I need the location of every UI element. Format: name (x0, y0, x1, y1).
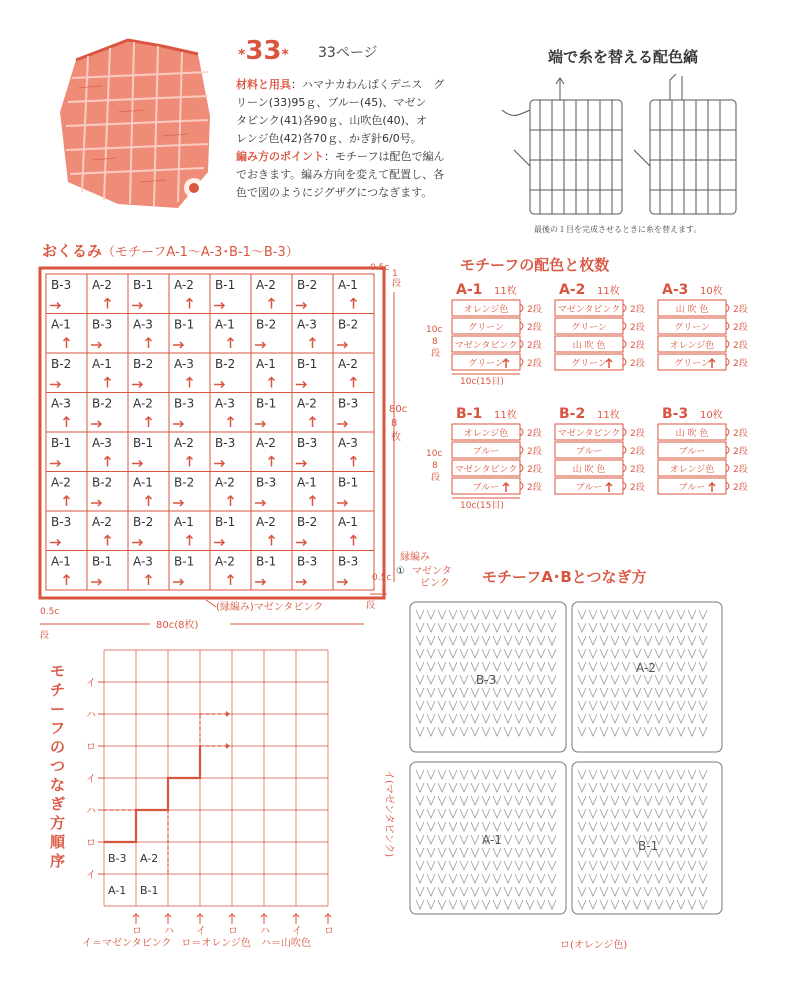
materials-label: 材料と用具 (236, 78, 291, 91)
join-edge-color-2: ピンク (420, 578, 450, 589)
motif-rows: 2段 (527, 305, 542, 315)
up-arrow-icon (187, 457, 193, 467)
right-arrow-icon (214, 303, 224, 309)
motif-color: ブルー (575, 483, 603, 493)
right-arrow-icon (337, 342, 347, 348)
order-row-label: ハ (86, 710, 96, 721)
blanket-cell-label: B-2 (133, 357, 154, 371)
height-dim: 80c (389, 404, 408, 415)
motif-color: グリーン (571, 323, 607, 333)
right-arrow-icon (337, 421, 347, 427)
blanket-cell-label: A-2 (92, 278, 112, 292)
motif-rows: 2段 (630, 465, 645, 475)
up-arrow-icon (146, 575, 152, 585)
blanket-cell-label: B-3 (174, 396, 195, 411)
motif-table-title: モチーフの配色と枚数 (460, 256, 610, 274)
right-arrow-icon (214, 461, 224, 467)
blanket-cell-label: A-3 (174, 357, 194, 371)
blanket-cell-label: B-1 (215, 515, 236, 529)
motif-count: 11枚 (597, 286, 620, 297)
right-arrow-icon (91, 342, 101, 348)
edge-right-label: 0.5c (372, 573, 392, 583)
join-left-label: イ(マゼンタピンク) (383, 770, 394, 858)
order-col-label: イ (292, 926, 302, 937)
up-arrow-icon (64, 417, 70, 427)
motif-color: 山 吹 色 (572, 465, 606, 475)
up-arrow-icon (228, 496, 234, 506)
blanket-cell-label: A-1 (215, 317, 235, 332)
blanket-cell-label: B-2 (297, 278, 318, 292)
right-arrow-icon (91, 421, 101, 427)
up-arrow-icon (351, 457, 357, 467)
points-label: 編み方のポイント (236, 150, 324, 163)
motif-color: グリーン (468, 323, 504, 333)
right-arrow-icon (91, 579, 101, 585)
motif-bottom-dim: 10c(15目) (460, 377, 504, 387)
motif-color: 山 吹 色 (675, 305, 709, 315)
motif-rows: 2段 (630, 483, 645, 493)
order-row-label: イ (86, 678, 96, 689)
blanket-cell-label: B-3 (338, 554, 359, 569)
right-arrow-icon (50, 540, 60, 546)
motif-rows: 2段 (733, 341, 748, 351)
blanket-cell-label: B-1 (297, 357, 318, 371)
edge-bottom-label: 0.5c (40, 607, 60, 617)
blanket-cell-label: A-3 (133, 554, 153, 569)
motif-color: 山 吹 色 (675, 429, 709, 439)
blanket-cell-label: A-2 (51, 475, 71, 490)
right-arrow-icon (296, 540, 306, 546)
join-motif-b1: B-1 (638, 839, 659, 853)
motif-count: 10枚 (700, 410, 723, 421)
motif-rows: 2段 (527, 359, 542, 369)
up-arrow-icon (146, 496, 152, 506)
blanket-cell-label: A-2 (215, 475, 235, 490)
up-arrow-icon (64, 338, 70, 348)
motif-rows: 2段 (630, 341, 645, 351)
order-cell-label: B-1 (140, 884, 159, 897)
right-arrow-icon (50, 461, 60, 467)
motif-color: ブルー (575, 447, 603, 457)
up-arrow-icon (310, 338, 316, 348)
up-arrow-icon (187, 536, 193, 546)
blanket-cell-label: A-3 (92, 436, 112, 450)
motif-rows: 2段 (630, 429, 645, 439)
motif-color: オレンジ色 (463, 429, 509, 439)
motif-rows: 2段 (733, 323, 748, 333)
blanket-cell-label: B-2 (256, 317, 277, 332)
blanket-cell-label: A-1 (174, 515, 194, 529)
blanket-cell-label: A-2 (338, 357, 358, 371)
materials-text: 材料と用具：ハマナカわんぱくデニス グ リーン(33)95ｇ、ブルー(45)、マゼン タピンク(41)各90ｇ、山吹色(40)、オ レンジ色(42)各70ｇ、かぎ針6/0号。 編み方のポイント：モチーフは配色で編ん でおきます。編み方向を変えて配置し、各 色で図のようにジグザグにつなぎます。 (236, 78, 445, 199)
blanket-layout (30, 262, 410, 652)
blanket-cell-label: B-2 (215, 357, 236, 371)
up-arrow-icon (64, 496, 70, 506)
blanket-cell-label: B-3 (51, 515, 72, 529)
motif-color: マゼンタピンク (557, 305, 621, 315)
order-col-label: ロ (132, 926, 142, 937)
up-arrow-icon (709, 483, 715, 492)
motif-rows: 2段 (733, 359, 748, 369)
blanket-cell-label: A-3 (297, 317, 317, 332)
blanket-cell-label: A-2 (215, 554, 235, 569)
up-arrow-icon (228, 417, 234, 427)
width-dim: 80c(8枚) (156, 620, 199, 631)
blanket-cell-label: B-3 (338, 396, 359, 411)
right-arrow-icon (132, 461, 142, 467)
edge-top-unit: 段 (392, 279, 402, 289)
blanket-cell-label: A-1 (338, 278, 358, 292)
order-row-label: ハ (86, 806, 96, 817)
join-title: モチーフA･Bとつなぎ方 (482, 568, 647, 586)
motif-name: B-3 (662, 406, 689, 422)
motif-color: マゼンタピンク (557, 429, 621, 439)
motif-rows: 2段 (527, 323, 542, 333)
blanket-cell-label: B-2 (338, 317, 359, 332)
blanket-cell-label: B-2 (92, 475, 113, 490)
right-arrow-icon (255, 342, 265, 348)
motif-rows: 2段 (630, 359, 645, 369)
motif-color: オレンジ色 (669, 341, 715, 351)
blanket-cell-label: B-1 (174, 317, 195, 332)
motif-side-unit: 段 (431, 349, 441, 359)
motif-bottom-dim: 10c(15目) (460, 501, 504, 511)
order-col-label: ハ (164, 926, 174, 937)
blanket-cell-label: A-1 (256, 357, 276, 371)
blanket-cell-label: A-3 (133, 317, 153, 332)
blanket-cell-label: A-3 (51, 396, 71, 411)
height-count: 8 (391, 418, 398, 429)
page-reference: 33ページ (318, 45, 378, 61)
up-arrow-icon (228, 338, 234, 348)
join-diagram (372, 548, 732, 968)
motif-count: 11枚 (494, 286, 517, 297)
motif-color: オレンジ色 (669, 465, 715, 475)
up-arrow-icon (105, 378, 111, 388)
up-arrow-icon (105, 299, 111, 309)
up-arrow-icon (351, 536, 357, 546)
blanket-cell-label: B-1 (338, 475, 359, 490)
right-arrow-icon (296, 382, 306, 388)
blanket-cell-label: A-2 (297, 396, 317, 411)
right-arrow-icon (132, 382, 142, 388)
motif-color: 山 吹 色 (572, 341, 606, 351)
blanket-cell-label: A-1 (297, 475, 317, 490)
order-row-label: ロ (86, 838, 96, 849)
right-arrow-icon (173, 421, 183, 427)
blanket-cell-label: A-3 (215, 396, 235, 411)
right-arrow-icon (337, 579, 347, 585)
blanket-cell-label: A-1 (338, 515, 358, 529)
motif-color: オレンジ色 (463, 305, 509, 315)
right-arrow-icon (173, 579, 183, 585)
motif-side-rows: 8 (432, 337, 438, 347)
motif-color: グリーン (674, 323, 710, 333)
blanket-title: おくるみ（モチーフA-1～A-3･B-1～B-3） (42, 242, 299, 260)
blanket-cell-label: B-3 (92, 317, 113, 332)
motif-name: A-1 (456, 282, 483, 298)
up-arrow-icon (146, 417, 152, 427)
up-arrow-icon (269, 536, 275, 546)
motif-rows: 2段 (733, 465, 748, 475)
motif-count: 10枚 (700, 286, 723, 297)
stripe-illustration (500, 70, 740, 222)
edge-right-unit: 段 (366, 601, 376, 611)
motif-name: B-1 (456, 406, 483, 422)
right-arrow-icon (296, 461, 306, 467)
edge-top-rows: 1 (392, 269, 398, 279)
motif-side-rows: 8 (432, 461, 438, 471)
up-arrow-icon (503, 483, 509, 492)
blanket-cell-label: B-1 (92, 554, 113, 569)
motif-rows: 2段 (527, 341, 542, 351)
up-arrow-icon (146, 338, 152, 348)
up-arrow-icon (269, 299, 275, 309)
up-arrow-icon (269, 378, 275, 388)
motif-color: ブルー (472, 483, 500, 493)
up-arrow-icon (606, 483, 612, 492)
motif-color: マゼンタピンク (454, 341, 518, 351)
motif-rows: 2段 (527, 483, 542, 493)
order-legend: イ＝マゼンタピンク ロ＝オレンジ色 ハ＝山吹色 (82, 938, 311, 949)
join-motif-b3: B-3 (476, 673, 497, 687)
motif-color: グリーン (468, 359, 504, 369)
order-diagram (70, 640, 370, 960)
right-arrow-icon (255, 421, 265, 427)
blanket-cell-label: B-1 (174, 554, 195, 569)
order-title: モチーフのつなぎ方順序 (50, 662, 66, 870)
height-unit: 枚 (391, 432, 401, 443)
pattern-number: *33* (238, 36, 289, 66)
motif-rows: 2段 (733, 429, 748, 439)
motif-rows: 2段 (527, 429, 542, 439)
up-arrow-icon (269, 457, 275, 467)
blanket-cell-label: B-2 (133, 515, 154, 529)
blanket-cell-label: A-3 (338, 436, 358, 450)
right-arrow-icon (337, 500, 347, 506)
blanket-cell-label: B-1 (256, 396, 277, 411)
blanket-cell-label: A-1 (133, 475, 153, 490)
blanket-cell-label: A-2 (133, 396, 153, 411)
up-arrow-icon (105, 536, 111, 546)
motif-count: 11枚 (597, 410, 620, 421)
blanket-cell-label: B-1 (215, 278, 236, 292)
blanket-cell-label: B-2 (92, 396, 113, 411)
motif-rows: 2段 (630, 305, 645, 315)
join-edge-num: ① (396, 566, 405, 577)
order-cell-label: A-2 (140, 852, 159, 865)
blanket-cell-label: B-2 (51, 357, 72, 371)
right-arrow-icon (91, 500, 101, 506)
join-bottom-label: ロ(オレンジ色) (560, 940, 628, 951)
order-row-label: イ (86, 870, 96, 881)
join-edge-color-1: マゼンタ (412, 566, 452, 577)
motif-color: グリーン (674, 359, 710, 369)
order-row-label: イ (86, 774, 96, 785)
motif-rows: 2段 (527, 447, 542, 457)
blanket-cell-label: A-2 (174, 436, 194, 450)
blanket-cell-label: A-1 (51, 317, 71, 332)
blanket-cell-label: A-2 (174, 278, 194, 292)
blanket-cell-label: B-1 (51, 436, 72, 450)
up-arrow-icon (64, 575, 70, 585)
motif-side-dim: 10c (426, 449, 443, 459)
blanket-cell-label: B-2 (174, 475, 195, 490)
order-col-label: ロ (324, 926, 334, 937)
order-row-label: ロ (86, 742, 96, 753)
up-arrow-icon (351, 299, 357, 309)
motif-color: ブルー (678, 447, 706, 457)
order-col-label: ハ (260, 926, 270, 937)
edge-top-label: 0.5c (370, 263, 390, 273)
motif-rows: 2段 (733, 483, 748, 493)
right-arrow-icon (132, 303, 142, 309)
motif-count: 11枚 (494, 410, 517, 421)
blanket-cell-label: B-3 (51, 278, 72, 292)
up-arrow-icon (310, 417, 316, 427)
blanket-cell-label: B-3 (256, 475, 277, 490)
join-motif-a1: A-1 (482, 833, 502, 847)
up-arrow-icon (187, 299, 193, 309)
blanket-cell-label: B-3 (215, 436, 236, 450)
blanket-cell-label: B-1 (133, 436, 154, 450)
blanket-cell-label: A-2 (92, 515, 112, 529)
motif-side-unit: 段 (431, 473, 441, 483)
right-arrow-icon (296, 579, 306, 585)
blanket-cell-label: B-1 (133, 278, 154, 292)
join-motif-a2: A-2 (636, 661, 656, 675)
motif-name: A-3 (662, 282, 689, 298)
order-col-label: イ (196, 926, 206, 937)
up-arrow-icon (351, 378, 357, 388)
motif-rows: 2段 (733, 447, 748, 457)
blanket-cell-label: B-3 (297, 436, 318, 450)
order-path (104, 746, 200, 842)
right-arrow-icon (173, 342, 183, 348)
motif-name: B-2 (559, 406, 586, 422)
motif-rows: 2段 (630, 447, 645, 457)
blanket-cell-label: B-1 (256, 554, 277, 569)
motif-name: A-2 (559, 282, 586, 298)
right-arrow-icon (132, 540, 142, 546)
motif-color: マゼンタピンク (454, 465, 518, 475)
blanket-photo (58, 32, 218, 214)
up-arrow-icon (105, 457, 111, 467)
right-arrow-icon (255, 579, 265, 585)
motif-color: グリーン (571, 359, 607, 369)
stripe-note: 最後の１目を完成させるときに糸を替えます。 (534, 225, 702, 234)
blanket-cell-label: A-1 (51, 554, 71, 569)
edging-label: (縁編み)マゼンタピンク (216, 602, 324, 613)
right-arrow-icon (50, 382, 60, 388)
right-arrow-icon (214, 540, 224, 546)
motif-color: ブルー (678, 483, 706, 493)
right-arrow-icon (50, 303, 60, 309)
right-arrow-icon (214, 382, 224, 388)
motif-side-dim: 10c (426, 325, 443, 335)
blanket-cell-label: A-2 (256, 278, 276, 292)
blanket-cell-label: A-2 (256, 436, 276, 450)
up-arrow-icon (228, 575, 234, 585)
order-cell-label: A-1 (108, 884, 127, 897)
join-edge-label: 縁編み (400, 552, 430, 563)
blanket-cell-label: B-2 (297, 515, 318, 529)
blanket-cell-label: A-2 (256, 515, 276, 529)
stripe-title: 端で糸を替える配色縞 (548, 48, 699, 66)
motif-rows: 2段 (733, 305, 748, 315)
blanket-cell-label: A-1 (92, 357, 112, 371)
right-arrow-icon (296, 303, 306, 309)
right-arrow-icon (173, 500, 183, 506)
up-arrow-icon (187, 378, 193, 388)
right-arrow-icon (255, 500, 265, 506)
up-arrow-icon (310, 496, 316, 506)
edge-bottom-unit: 段 (40, 631, 50, 641)
motif-rows: 2段 (630, 323, 645, 333)
motif-rows: 2段 (527, 465, 542, 475)
blanket-cell-label: B-3 (297, 554, 318, 569)
order-cell-label: B-3 (108, 852, 127, 865)
motif-color-tables (420, 280, 770, 525)
order-col-label: ロ (228, 926, 238, 937)
motif-color: ブルー (472, 447, 500, 457)
